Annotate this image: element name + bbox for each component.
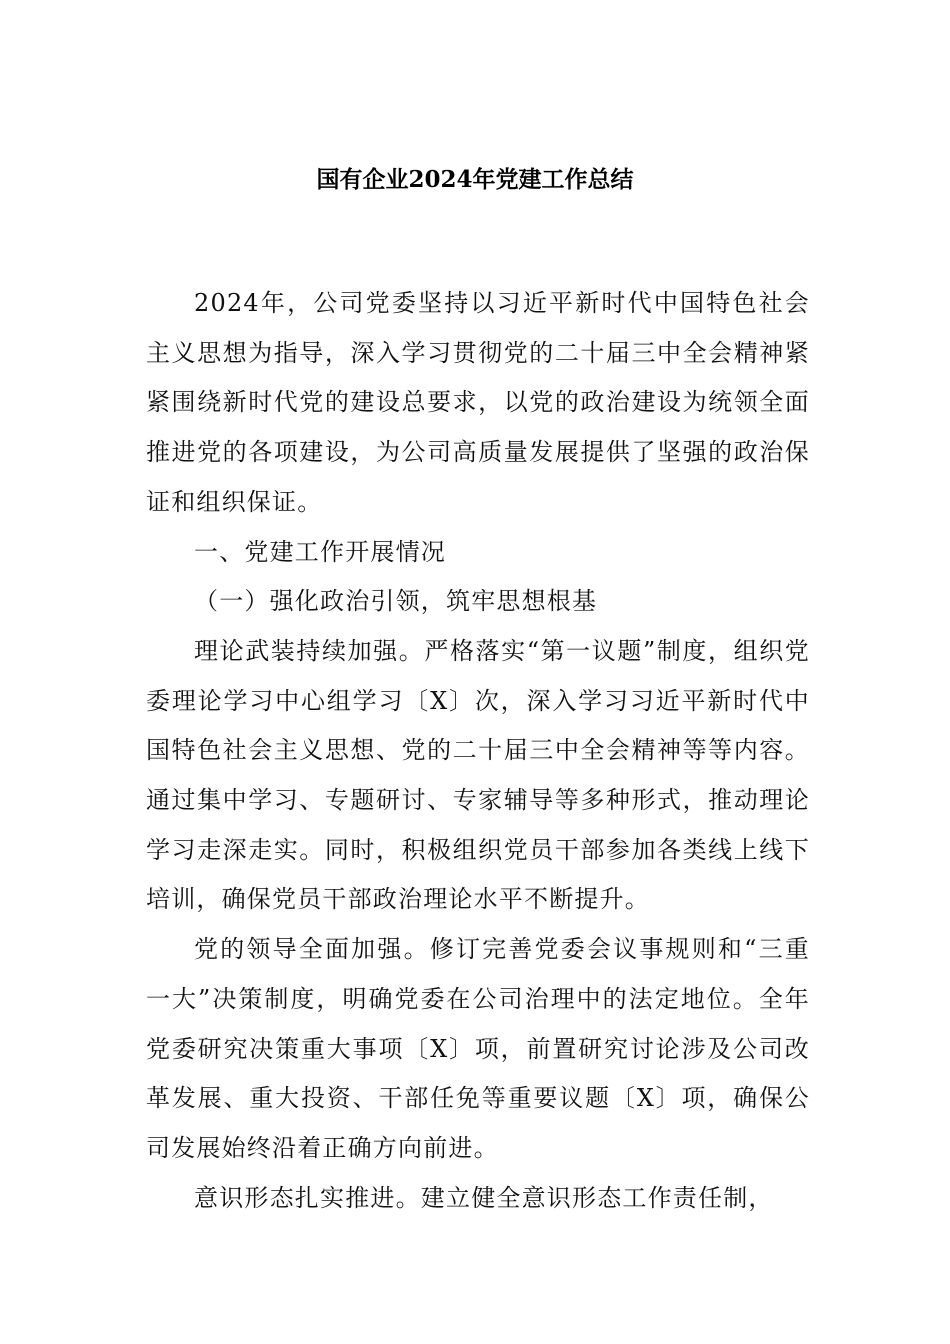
document-title: 国有企业2024年党建工作总结 [316, 166, 634, 193]
body-paragraph: 意识形态扎实推进。建立健全意识形态工作责任制， [194, 1183, 774, 1212]
body-paragraph: 理论武装持续加强。严格落实“第一议题”制度，组织党委理论学习中心组学习〔X〕次，深入学习习近平新时代中国特色社会主义思想、党的二十届三中全会精神等等内容。通过集中学习、专题研讨、专家辅导等多种形式，推动理论学习走深走实。同时，积极组织党员干部参加各类线上线下培训，确保党员干部政治理论水平不断提升。 [146, 636, 810, 914]
section-heading-1: 一、党建工作开展情况 [194, 537, 446, 566]
subsection-heading-1: （一）强化政治引领，筑牢思想根基 [194, 587, 598, 616]
intro-paragraph: 2024年，公司党委坚持以习近平新时代中国特色社会主义思想为指导，深入学习贯彻党的二十届三中全会精神紧紧围绕新时代党的建设总要求，以党的政治建设为统领全面推进党的各项建设，为公司高质量发展提供了坚强的政治保证和组织保证。 [146, 289, 810, 516]
document-body [146, 279, 810, 1223]
body-paragraph: 党的领导全面加强。修订完善党委会议事规则和“三重一大”决策制度，明确党委在公司治理中的法定地位。全年党委研究决策重大事项〔X〕项，前置研究讨论涉及公司改革发展、重大投资、干部任免等重要议题〔X〕项，确保公司发展始终沿着正确方向前进。 [146, 935, 810, 1162]
